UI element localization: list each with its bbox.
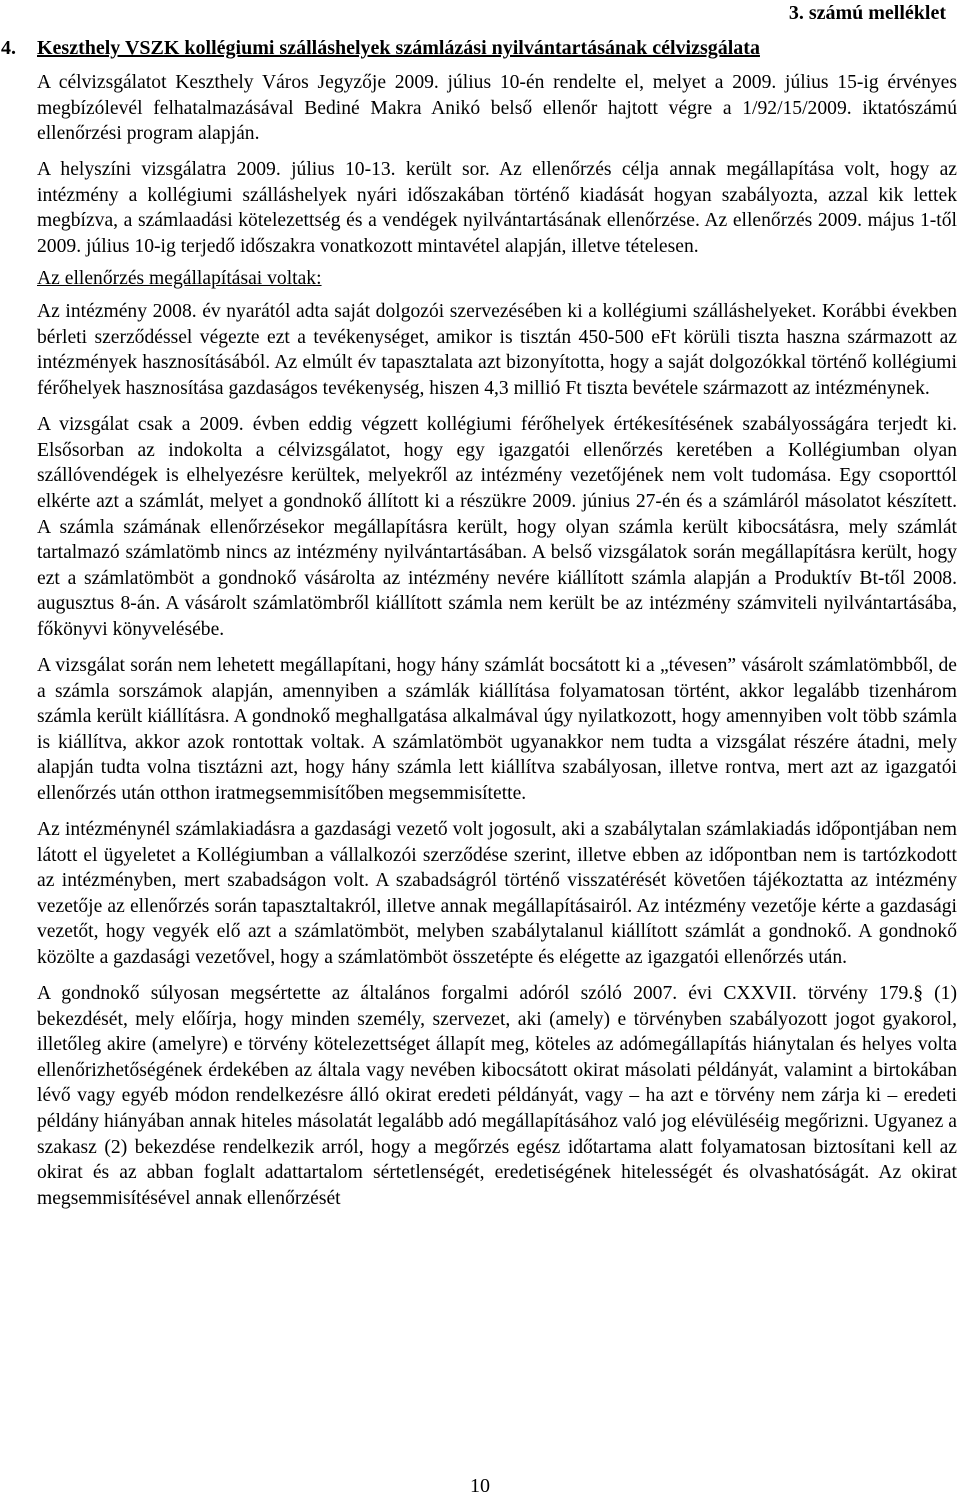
paragraph-invoices: A vizsgálat során nem lehetett megállapítani, hogy hány számlát bocsátott ki a „tévesen” vásárolt számlatömbből, de a számla sorszámok alapján, amennyiben a számlák kiállítása folyamatosan történt, akkor legalább tizenhárom számla került kiállításra. A gondnokő meghallgatása alkalmával úgy nyilatkozott, hogy amennyiben volt több számla is kiállítva, akkor azok rontottak voltak. A számlatömböt ugyanakkor nem tudta a vizsgálat részére átadni, mely alapján tudta volna tisztázni azt, hogy hány számla lett kiállítva szabályosan, illetve rontva, mert azt az igazgatói ellenőrzés után otthon iratmegsemmisítőben megsemmisítette. <box>37 654 957 804</box>
section-title: Keszthely VSZK kollégiumi szálláshelyek számlázási nyilvántartásának célvizsgálata <box>37 37 760 59</box>
paragraph-background: Az intézmény 2008. év nyarától adta saját dolgozói szervezésében ki a kollégiumi szálláshelyeket. Korábbi években bérleti szerződéssel végezte ezt a tevékenységet, amikor is tisztán 450-500 eFt körüli tiszta haszna származott az intézmények hasznosításából. Az elmúlt év tapasztalata azt bizonyította, hogy a saját dolgozókkal történő kollégiumi férőhelyek hasznosítása gazdaságos tevékenység, hiszen 4,3 millió Ft tiszta bevétele származott az intézménynek. <box>37 301 957 400</box>
paragraph-legal-violation: A gondnokő súlyosan megsértette az általános forgalmi adóról szóló 2007. évi CXXVII. törvény 179.§ (1) bekezdését, mely előírja, hogy minden személy, szervezet, aki (amely) e törvényben szabályozott jogot gyakorol, illetőleg akire (amelyre) e törvény kötelezettséget állapít meg, köteles az adómegállapítás hiánytalan és helyes volta ellenőrizhetőségének érdekében az általa vagy nevében kibocsátott okirat másolati példányát, valamint a birtokában lévő vagy egyéb módon rendelkezésre álló okirat eredeti példányát, vagy – ha azt e törvény nem zárja ki – eredeti példány hiányában annak hiteles másolatát legalább adó megállapításához való jog elévüléséig megőrizni. Ugyanez a szakasz (2) bekezdése rendelkezik arról, hogy a megőrzés egész időtartama alatt folyamatosan biztosítani kell az okirat és az abban foglalt adattartalom sértetlenségét, eredetiségének hitelességét és olvashatóságát. Az okirat megsemmisítésével annak ellenőrzését <box>37 983 957 1209</box>
paragraph-responsibility: Az intézménynél számlakiadásra a gazdasági vezető volt jogosult, aki a szabálytalan számlakiadás időpontjában nem látott el ügyeletet a Kollégiumban a vállalkozói szerződése szerint, illetve ebben az időpontban nem is tartózkodott az intézményben, mert szabadságon volt. A szabadságról történő visszatérését követően tájékoztatta az intézmény vezetője az ellenőrzés során tapasztaltakról, illetve annak megállapításairól. Az intézmény vezetője kérte a gazdasági vezetőt, hogy vegyék elő azt a számlatömböt, melyben szabálytalanul kiállított számlát a gondnokő. A gondnokő közölte a gazdasági vezetővel, hogy a számlatömböt összetépte és elégette az igazgatói ellenőrzés után. <box>37 819 957 968</box>
paragraph-mandate: A célvizsgálatot Keszthely Város Jegyzője 2009. július 10-én rendelte el, melyet a 2009. július 15-ig érvényes megbízólevél felhatalmazásával Bediné Makra Anikó belső ellenőr hajtott végre a 1/92/15/2009. iktatószámú ellenőrzési program alapján. <box>37 72 957 145</box>
page-number: 10 <box>470 1475 490 1497</box>
findings-subheading: Az ellenőrzés megállapításai voltak: <box>37 267 322 289</box>
document-body <box>37 70 957 1222</box>
annex-label: 3. számú melléklet <box>788 2 946 24</box>
paragraph-investigation: A vizsgálat csak a 2009. évben eddig végzett kollégiumi férőhelyek értékesítésének szabályosságára terjedt ki. Elsősorban az indokolta a célvizsgálatot, hogy egy igazgatói ellenőrzés keretében a Kollégiumban olyan szállóvendégek is elhelyezésre kerültek, melyekről az intézmény vezetőjének nem volt tudomása. Egy csoporttól elkérte azt a számlát, melyet a gondnokő állított ki a részükre 2009. június 27-én és a számláról másolatot készített. A számla számának ellenőrzésekor megállapításra került, hogy olyan számla került kibocsátásra, mely számlát tartalmazó számlatömb nincs az intézmény nyilvántartásában. A belső vizsgálatok során megállapításra került, hogy ezt a számlatömböt a gondnokő vásárolta az intézmény nevére kiállított számla alapján a Produktív Bt-től 2008. augusztus 8-án. A vásárolt számlatömbről kiállított számla nem került be az intézmény számviteli nyilvántartásába, főkönyvi könyvelésébe. <box>37 414 957 640</box>
section-number: 4. <box>1 37 16 59</box>
section-heading <box>1 35 926 61</box>
paragraph-scope: A helyszíni vizsgálatra 2009. július 10-13. került sor. Az ellenőrzés célja annak megállapítása volt, hogy az intézmény a kollégiumi szálláshelyek nyári időszakában történő kiadását hogyan szabályozta, azzal kik lettek megbízva, a számlaadási kötelezettség és a vendégek nyilvántartásának ellenőrzése. Az ellenőrzés 2009. május 1-től 2009. július 10-ig terjedő időszakra vonatkozott mintavétel alapján, illetve tételesen. <box>37 159 957 258</box>
